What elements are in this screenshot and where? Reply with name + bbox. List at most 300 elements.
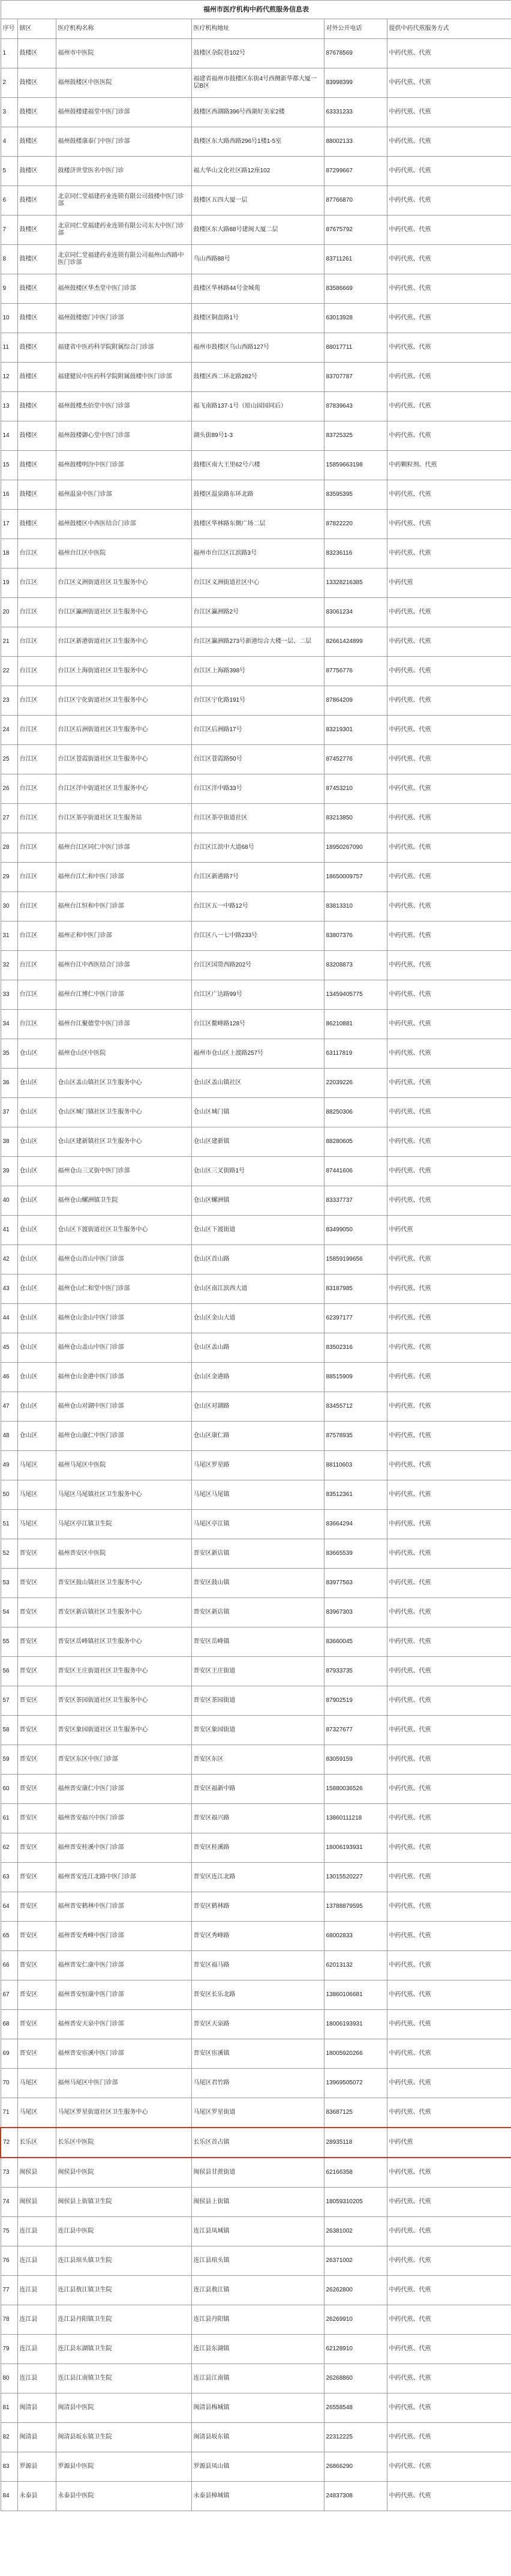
cell-no: 13 bbox=[1, 392, 17, 421]
cell-address: 仓山区盖山镇社区 bbox=[191, 1069, 324, 1098]
table-row bbox=[1, 39, 511, 68]
cell-institution: 福州仓山金港中医门诊部 bbox=[56, 1363, 191, 1392]
cell-no: 1 bbox=[1, 39, 17, 68]
cell-address: 晋安区福新中路 bbox=[191, 1775, 324, 1804]
table-row bbox=[1, 2246, 511, 2276]
table-row bbox=[1, 1392, 511, 1422]
cell-phone: 88250306 bbox=[324, 1098, 387, 1127]
cell-district: 仓山区 bbox=[17, 1333, 56, 1363]
cell-phone: 18950267090 bbox=[324, 833, 387, 863]
cell-phone: 83208873 bbox=[324, 951, 387, 980]
cell-service: 中药代煎、代煎 bbox=[387, 1304, 511, 1333]
cell-district: 台江区 bbox=[17, 598, 56, 627]
table-row bbox=[1, 1863, 511, 1892]
cell-district: 晋安区 bbox=[17, 1569, 56, 1598]
cell-district: 鼓楼区 bbox=[17, 451, 56, 480]
cell-address: 连江县凤城镇 bbox=[191, 2217, 324, 2246]
cell-institution: 福州晋安桂溪中医门诊部 bbox=[56, 1833, 191, 1863]
cell-institution: 台江区义洲街道社区卫生服务中心 bbox=[56, 569, 191, 598]
cell-no: 79 bbox=[1, 2335, 17, 2364]
cell-district: 鼓楼区 bbox=[17, 392, 56, 421]
table-row bbox=[1, 274, 511, 304]
cell-phone: 82661424899 bbox=[324, 627, 387, 657]
table-row bbox=[1, 745, 511, 774]
cell-address: 台江区瀛洲路2号 bbox=[191, 598, 324, 627]
table-row bbox=[1, 539, 511, 569]
cell-no: 26 bbox=[1, 774, 17, 804]
cell-service: 中药代煎、代煎 bbox=[387, 186, 511, 216]
table-row bbox=[1, 1892, 511, 1922]
table-row bbox=[1, 245, 511, 274]
cell-no: 46 bbox=[1, 1363, 17, 1392]
cell-address: 台江区宁化路191号 bbox=[191, 686, 324, 716]
cell-address: 台江区茶亭街道社区 bbox=[191, 804, 324, 833]
table-row bbox=[1, 2098, 511, 2128]
table-row bbox=[1, 1363, 511, 1392]
cell-phone: 87864209 bbox=[324, 686, 387, 716]
table-row bbox=[1, 1010, 511, 1039]
table-row bbox=[1, 98, 511, 127]
cell-address: 鼓楼区五四大厦一层 bbox=[191, 186, 324, 216]
table-row bbox=[1, 804, 511, 833]
header-row bbox=[1, 19, 511, 39]
cell-phone: 83499050 bbox=[324, 1216, 387, 1245]
cell-no: 63 bbox=[1, 1863, 17, 1892]
table-row bbox=[1, 2452, 511, 2482]
cell-phone: 62128910 bbox=[324, 2335, 387, 2364]
cell-phone: 13015520227 bbox=[324, 1863, 387, 1892]
cell-address: 罗源县凤山镇 bbox=[191, 2452, 324, 2482]
cell-address: 晋安区新店镇 bbox=[191, 1539, 324, 1569]
cell-institution: 仓山区城门镇社区卫生服务中心 bbox=[56, 1098, 191, 1127]
cell-service: 中药代煎、代煎 bbox=[387, 1775, 511, 1804]
cell-district: 台江区 bbox=[17, 539, 56, 569]
cell-institution: 福州晋安福兴中医门诊部 bbox=[56, 1804, 191, 1833]
header-service: 提供中药代煎服务方式 bbox=[387, 19, 511, 39]
table-row bbox=[1, 1745, 511, 1775]
cell-institution: 台江区上海街道社区卫生服务中心 bbox=[56, 657, 191, 686]
cell-address: 台江区鳌峰路128号 bbox=[191, 1010, 324, 1039]
cell-institution: 福州台江仁和中医门诊部 bbox=[56, 863, 191, 892]
cell-district: 台江区 bbox=[17, 980, 56, 1010]
cell-phone: 83725325 bbox=[324, 421, 387, 451]
cell-no: 65 bbox=[1, 1922, 17, 1951]
cell-phone: 26558548 bbox=[324, 2394, 387, 2423]
cell-address: 仓山区康仁路 bbox=[191, 1422, 324, 1451]
cell-district: 晋安区 bbox=[17, 2010, 56, 2039]
cell-no: 61 bbox=[1, 1804, 17, 1833]
cell-address: 晋安区王庄街道 bbox=[191, 1657, 324, 1686]
cell-district: 仓山区 bbox=[17, 1069, 56, 1098]
cell-district: 仓山区 bbox=[17, 1039, 56, 1069]
cell-institution: 福州马尾区中医门诊部 bbox=[56, 2069, 191, 2098]
cell-no: 75 bbox=[1, 2217, 17, 2246]
cell-address: 台江区广达路99号 bbox=[191, 980, 324, 1010]
cell-district: 连江县 bbox=[17, 2246, 56, 2276]
cell-phone: 87766870 bbox=[324, 186, 387, 216]
cell-address: 仓山区建新镇 bbox=[191, 1127, 324, 1157]
cell-institution: 福州鼓楼康泰门中医门诊部 bbox=[56, 127, 191, 157]
cell-address: 晋安区长乐北路 bbox=[191, 1980, 324, 2010]
cell-address: 晋安区岳峰镇 bbox=[191, 1627, 324, 1657]
cell-address: 鼓楼区西湖路396号西湖好美家2楼 bbox=[191, 98, 324, 127]
cell-district: 连江县 bbox=[17, 2335, 56, 2364]
table-body bbox=[1, 39, 511, 2511]
cell-address: 仓山区城门镇 bbox=[191, 1098, 324, 1127]
table-row bbox=[1, 2039, 511, 2069]
cell-institution: 台江区洋中街道社区卫生服务中心 bbox=[56, 774, 191, 804]
cell-phone: 87839643 bbox=[324, 392, 387, 421]
table-row bbox=[1, 1804, 511, 1833]
cell-no: 10 bbox=[1, 304, 17, 333]
cell-address: 晋安区福马路 bbox=[191, 1951, 324, 1980]
cell-phone: 68002833 bbox=[324, 1922, 387, 1951]
cell-district: 连江县 bbox=[17, 2364, 56, 2394]
cell-service: 中药代煎、代煎 bbox=[387, 1010, 511, 1039]
cell-district: 仓山区 bbox=[17, 1186, 56, 1216]
cell-no: 6 bbox=[1, 186, 17, 216]
cell-no: 58 bbox=[1, 1716, 17, 1745]
cell-district: 连江县 bbox=[17, 2217, 56, 2246]
table-row bbox=[1, 2335, 511, 2364]
cell-no: 18 bbox=[1, 539, 17, 569]
cell-district: 台江区 bbox=[17, 1010, 56, 1039]
cell-no: 56 bbox=[1, 1657, 17, 1686]
cell-district: 仓山区 bbox=[17, 1216, 56, 1245]
cell-address: 连江县东湖镇 bbox=[191, 2335, 324, 2364]
header-phone: 对外公开电话 bbox=[324, 19, 387, 39]
cell-institution: 福州鼓楼明汾中医门诊部 bbox=[56, 451, 191, 480]
cell-phone: 88515909 bbox=[324, 1363, 387, 1392]
cell-address: 鼓楼区温泉路东环北路 bbox=[191, 480, 324, 510]
cell-district: 仓山区 bbox=[17, 1274, 56, 1304]
cell-phone: 13328216385 bbox=[324, 569, 387, 598]
cell-institution: 北京同仁堂福建药业连锁有限公司福州山西路中医门诊部 bbox=[56, 245, 191, 274]
cell-service: 中药代煎、代煎 bbox=[387, 2305, 511, 2335]
cell-address: 鼓楼区华林路东侧广场二层 bbox=[191, 510, 324, 539]
cell-institution: 连江县敖江镇卫生院 bbox=[56, 2276, 191, 2305]
cell-no: 19 bbox=[1, 569, 17, 598]
cell-district: 马尾区 bbox=[17, 1480, 56, 1510]
cell-address: 闽清县坂东镇 bbox=[191, 2423, 324, 2452]
cell-institution: 永泰县中医院 bbox=[56, 2482, 191, 2511]
cell-service: 中药代煎、代煎 bbox=[387, 922, 511, 951]
cell-district: 晋安区 bbox=[17, 1951, 56, 1980]
cell-service: 中药代煎、代煎 bbox=[387, 39, 511, 68]
cell-no: 71 bbox=[1, 2098, 17, 2128]
cell-district: 鼓楼区 bbox=[17, 245, 56, 274]
cell-institution: 晋安区鼓山镇社区卫生服务中心 bbox=[56, 1569, 191, 1598]
table-row bbox=[1, 1775, 511, 1804]
cell-service: 中药代煎、代煎 bbox=[387, 510, 511, 539]
cell-district: 台江区 bbox=[17, 774, 56, 804]
cell-no: 12 bbox=[1, 363, 17, 392]
cell-service: 中药代煎、代煎 bbox=[387, 1422, 511, 1451]
cell-district: 鼓楼区 bbox=[17, 304, 56, 333]
cell-district: 连江县 bbox=[17, 2305, 56, 2335]
cell-service: 中药代煎、代煎 bbox=[387, 1863, 511, 1892]
cell-service: 中药代煎、代煎 bbox=[387, 1392, 511, 1422]
cell-phone: 87822220 bbox=[324, 510, 387, 539]
cell-institution: 台江区苍霞街道社区卫生服务中心 bbox=[56, 745, 191, 774]
cell-district: 罗源县 bbox=[17, 2452, 56, 2482]
cell-no: 72 bbox=[1, 2128, 17, 2158]
cell-service: 中药代煎、代煎 bbox=[387, 745, 511, 774]
cell-district: 晋安区 bbox=[17, 1657, 56, 1686]
cell-no: 2 bbox=[1, 68, 17, 98]
cell-institution: 台江区瀛洲街道社区卫生服务中心 bbox=[56, 598, 191, 627]
cell-service: 中药代煎、代煎 bbox=[387, 1098, 511, 1127]
cell-no: 74 bbox=[1, 2188, 17, 2217]
cell-district: 鼓楼区 bbox=[17, 274, 56, 304]
cell-phone: 62166358 bbox=[324, 2158, 387, 2188]
cell-no: 77 bbox=[1, 2276, 17, 2305]
cell-no: 21 bbox=[1, 627, 17, 657]
cell-address: 鼓楼区南大王里62号六楼 bbox=[191, 451, 324, 480]
cell-institution: 福州仓山首山中医门诊部 bbox=[56, 1245, 191, 1274]
cell-phone: 18005920266 bbox=[324, 2039, 387, 2069]
cell-phone: 83586669 bbox=[324, 274, 387, 304]
cell-district: 鼓楼区 bbox=[17, 98, 56, 127]
table-row bbox=[1, 68, 511, 98]
cell-phone: 18059310205 bbox=[324, 2188, 387, 2217]
table-row bbox=[1, 598, 511, 627]
cell-service: 中药代煎、代煎 bbox=[387, 1598, 511, 1627]
cell-phone: 83219301 bbox=[324, 716, 387, 745]
table-row bbox=[1, 1598, 511, 1627]
cell-institution: 福州晋安天泉中医门诊部 bbox=[56, 2010, 191, 2039]
table-row bbox=[1, 2305, 511, 2335]
cell-phone: 83595395 bbox=[324, 480, 387, 510]
cell-phone: 83967303 bbox=[324, 1598, 387, 1627]
cell-no: 36 bbox=[1, 1069, 17, 1098]
cell-address: 仓山区首山路 bbox=[191, 1245, 324, 1274]
table-row bbox=[1, 1274, 511, 1304]
cell-phone: 83502316 bbox=[324, 1333, 387, 1363]
cell-service: 中药代煎、代煎 bbox=[387, 1657, 511, 1686]
cell-institution: 福州仓山康仁中医门诊部 bbox=[56, 1422, 191, 1451]
table-row bbox=[1, 569, 511, 598]
cell-address: 仓山区盖山路 bbox=[191, 1333, 324, 1363]
cell-address: 台江区五一中路12号 bbox=[191, 892, 324, 922]
cell-service: 中药代煎、代煎 bbox=[387, 1833, 511, 1863]
cell-address: 晋安区宦溪镇 bbox=[191, 2039, 324, 2069]
table-row bbox=[1, 686, 511, 716]
cell-district: 晋安区 bbox=[17, 1775, 56, 1804]
cell-phone: 86210881 bbox=[324, 1010, 387, 1039]
cell-service: 中药代煎、代煎 bbox=[387, 1451, 511, 1480]
cell-address: 马尾区罗星街道 bbox=[191, 2098, 324, 2128]
table-row bbox=[1, 1569, 511, 1598]
cell-address: 台江区苍霞路50号 bbox=[191, 745, 324, 774]
cell-institution: 福州仓山三叉街中医门诊部 bbox=[56, 1157, 191, 1186]
cell-institution: 连江县丹阳镇卫生院 bbox=[56, 2305, 191, 2335]
cell-phone: 28935118 bbox=[324, 2128, 387, 2158]
cell-district: 台江区 bbox=[17, 686, 56, 716]
cell-district: 闽侯县 bbox=[17, 2188, 56, 2217]
cell-no: 49 bbox=[1, 1451, 17, 1480]
cell-no: 8 bbox=[1, 245, 17, 274]
cell-institution: 福州仓山盖山中医门诊部 bbox=[56, 1333, 191, 1363]
cell-institution: 闽清县中医院 bbox=[56, 2394, 191, 2423]
cell-institution: 台江区宁化街道社区卫生服务中心 bbox=[56, 686, 191, 716]
cell-institution: 福州晋安康仁中医门诊部 bbox=[56, 1775, 191, 1804]
cell-no: 59 bbox=[1, 1745, 17, 1775]
cell-institution: 福州鼓楼杰佰堂中医门诊部 bbox=[56, 392, 191, 421]
cell-district: 鼓楼区 bbox=[17, 363, 56, 392]
cell-phone: 83711261 bbox=[324, 245, 387, 274]
table-row bbox=[1, 216, 511, 245]
cell-district: 仓山区 bbox=[17, 1098, 56, 1127]
table-row bbox=[1, 451, 511, 480]
cell-no: 37 bbox=[1, 1098, 17, 1127]
cell-district: 仓山区 bbox=[17, 1304, 56, 1333]
cell-no: 42 bbox=[1, 1245, 17, 1274]
table-row bbox=[1, 2276, 511, 2305]
cell-address: 晋安区鼓山镇 bbox=[191, 1569, 324, 1598]
table-row bbox=[1, 510, 511, 539]
cell-no: 70 bbox=[1, 2069, 17, 2098]
cell-service: 中药代煎、代煎 bbox=[387, 2188, 511, 2217]
cell-address: 台江区上海路398号 bbox=[191, 657, 324, 686]
cell-address: 台江区八一七中路233号 bbox=[191, 922, 324, 951]
cell-phone: 26269910 bbox=[324, 2305, 387, 2335]
table-row bbox=[1, 157, 511, 186]
cell-service: 中药代煎、代煎 bbox=[387, 157, 511, 186]
cell-service: 中药代煎、代煎 bbox=[387, 1069, 511, 1098]
cell-service: 中药代煎、代煎 bbox=[387, 716, 511, 745]
table-row bbox=[1, 480, 511, 510]
cell-service: 中药代煎、代煎 bbox=[387, 127, 511, 157]
cell-service: 中药代煎、代煎 bbox=[387, 2364, 511, 2394]
table-row bbox=[1, 2010, 511, 2039]
cell-district: 鼓楼区 bbox=[17, 186, 56, 216]
cell-district: 鼓楼区 bbox=[17, 157, 56, 186]
cell-no: 30 bbox=[1, 892, 17, 922]
cell-no: 67 bbox=[1, 1980, 17, 2010]
cell-phone: 83187985 bbox=[324, 1274, 387, 1304]
cell-phone: 87299667 bbox=[324, 157, 387, 186]
cell-address: 乌山西路88号 bbox=[191, 245, 324, 274]
cell-district: 马尾区 bbox=[17, 1451, 56, 1480]
cell-service: 中药代煎、代煎 bbox=[387, 627, 511, 657]
cell-phone: 83813310 bbox=[324, 892, 387, 922]
cell-district: 台江区 bbox=[17, 951, 56, 980]
cell-service: 中药代煎、代煎 bbox=[387, 1686, 511, 1716]
cell-no: 62 bbox=[1, 1833, 17, 1863]
cell-service: 中药代煎、代煎 bbox=[387, 804, 511, 833]
cell-address: 闽清县梅城镇 bbox=[191, 2394, 324, 2423]
cell-institution: 福州台江博仁中医门诊部 bbox=[56, 980, 191, 1010]
table-row bbox=[1, 1304, 511, 1333]
cell-service: 中药代煎、代煎 bbox=[387, 1627, 511, 1657]
table-row bbox=[1, 2394, 511, 2423]
cell-address: 仓山区金港路 bbox=[191, 1363, 324, 1392]
cell-address: 仓山区下渡街道 bbox=[191, 1216, 324, 1245]
cell-phone: 87678569 bbox=[324, 39, 387, 68]
cell-institution: 仓山区下渡街道社区卫生服务中心 bbox=[56, 1216, 191, 1245]
cell-phone: 87441606 bbox=[324, 1157, 387, 1186]
cell-district: 晋安区 bbox=[17, 1833, 56, 1863]
cell-institution: 福州马尾区中医院 bbox=[56, 1451, 191, 1480]
table-row bbox=[1, 774, 511, 804]
cell-district: 鼓楼区 bbox=[17, 421, 56, 451]
table-row bbox=[1, 863, 511, 892]
cell-phone: 83455712 bbox=[324, 1392, 387, 1422]
cell-institution: 福州晋安恒康中医门诊部 bbox=[56, 1980, 191, 2010]
cell-service: 中药代煎 bbox=[387, 2128, 511, 2158]
cell-phone: 87452776 bbox=[324, 745, 387, 774]
cell-phone: 83664294 bbox=[324, 1510, 387, 1539]
cell-phone: 83687125 bbox=[324, 2098, 387, 2128]
cell-address: 仓山区螺洲镇 bbox=[191, 1186, 324, 1216]
cell-service: 中药代煎、代煎 bbox=[387, 1039, 511, 1069]
cell-no: 16 bbox=[1, 480, 17, 510]
table-row bbox=[1, 2188, 511, 2217]
table-row bbox=[1, 1422, 511, 1451]
cell-phone: 18006193931 bbox=[324, 2010, 387, 2039]
cell-phone: 15859199656 bbox=[324, 1245, 387, 1274]
cell-service: 中药代煎、代煎 bbox=[387, 833, 511, 863]
cell-district: 晋安区 bbox=[17, 1922, 56, 1951]
cell-address: 晋安区天泉路 bbox=[191, 2010, 324, 2039]
cell-no: 83 bbox=[1, 2452, 17, 2482]
cell-institution: 闽清县坂东镇卫生院 bbox=[56, 2423, 191, 2452]
cell-district: 台江区 bbox=[17, 745, 56, 774]
table-row bbox=[1, 363, 511, 392]
cell-institution: 鼓楼济世堂医名中医门诊 bbox=[56, 157, 191, 186]
cell-no: 3 bbox=[1, 98, 17, 127]
cell-address: 台江区瀛洲路273号新港综合大楼一层、二层 bbox=[191, 627, 324, 657]
cell-no: 11 bbox=[1, 333, 17, 363]
table-row bbox=[1, 2482, 511, 2511]
cell-district: 晋安区 bbox=[17, 1686, 56, 1716]
cell-institution: 晋安区象园街道社区卫生服务中心 bbox=[56, 1716, 191, 1745]
cell-no: 33 bbox=[1, 980, 17, 1010]
cell-district: 台江区 bbox=[17, 627, 56, 657]
cell-phone: 26371002 bbox=[324, 2246, 387, 2276]
cell-service: 中药代煎、代煎 bbox=[387, 2452, 511, 2482]
cell-service: 中药代煎、代煎 bbox=[387, 1274, 511, 1304]
cell-institution: 福州仓山区中医院 bbox=[56, 1039, 191, 1069]
cell-district: 台江区 bbox=[17, 804, 56, 833]
cell-no: 17 bbox=[1, 510, 17, 539]
table-row bbox=[1, 951, 511, 980]
cell-service: 中药代煎 bbox=[387, 1216, 511, 1245]
cell-institution: 连江县东湖镇卫生院 bbox=[56, 2335, 191, 2364]
cell-service: 中药代煎、代煎 bbox=[387, 1980, 511, 2010]
table-row bbox=[1, 1833, 511, 1863]
cell-no: 32 bbox=[1, 951, 17, 980]
cell-service: 中药代煎、代煎 bbox=[387, 1922, 511, 1951]
cell-phone: 18650009757 bbox=[324, 863, 387, 892]
cell-institution: 福州台江区同仁中医门诊部 bbox=[56, 833, 191, 863]
table-row bbox=[1, 716, 511, 745]
cell-service: 中药代煎、代煎 bbox=[387, 304, 511, 333]
cell-phone: 83977563 bbox=[324, 1569, 387, 1598]
cell-address: 台江区洋中路33号 bbox=[191, 774, 324, 804]
cell-service: 中药代煎、代煎 bbox=[387, 1333, 511, 1363]
table-row bbox=[1, 1333, 511, 1363]
cell-phone: 63013928 bbox=[324, 304, 387, 333]
cell-district: 台江区 bbox=[17, 657, 56, 686]
table-row bbox=[1, 1098, 511, 1127]
cell-no: 52 bbox=[1, 1539, 17, 1569]
cell-institution: 北京同仁堂福建药业连锁有限公司东大中医门诊部 bbox=[56, 216, 191, 245]
cell-service: 中药代煎、代煎 bbox=[387, 2394, 511, 2423]
cell-address: 晋安区茶园街道 bbox=[191, 1686, 324, 1716]
cell-service: 中药代煎、代煎 bbox=[387, 1127, 511, 1157]
